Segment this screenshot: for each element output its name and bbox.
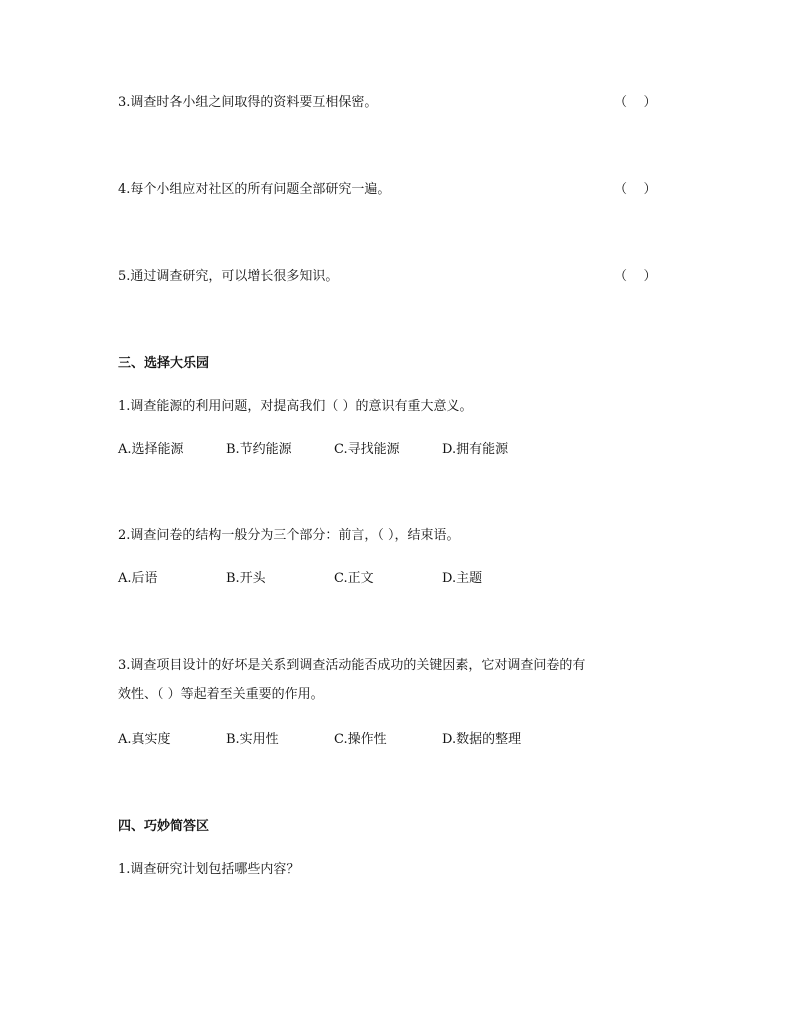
option-a: A.选择能源	[118, 442, 184, 457]
option-d: D.数据的整理	[442, 732, 522, 747]
choice-question-3-line-1: 3.调查项目设计的好坏是关系到调查活动能否成功的关键因素，它对调查问卷的有	[118, 658, 586, 673]
judgement-item-3: 3.调查时各小组之间取得的资料要互相保密。	[118, 95, 378, 110]
judgement-item-5: 5.通过调查研究，可以增长很多知识。	[118, 269, 339, 284]
option-d: D.主题	[442, 571, 483, 586]
option-b: B.实用性	[226, 732, 279, 747]
option-d: D.拥有能源	[442, 442, 509, 457]
option-a: A.真实度	[118, 732, 171, 747]
answer-parenthesis-3: （ ）	[614, 95, 657, 110]
section-heading-short-answer: 四、巧妙简答区	[118, 819, 210, 834]
judgement-item-4: 4.每个小组应对社区的所有问题全部研究一遍。	[118, 182, 391, 197]
option-b: B.节约能源	[226, 442, 292, 457]
option-b: B.开头	[226, 571, 266, 586]
answer-parenthesis-4: （ ）	[614, 182, 657, 197]
option-c: C.正文	[334, 571, 374, 586]
choice-question-1: 1.调查能源的利用问题，对提高我们（ ）的意识有重大意义。	[118, 399, 473, 414]
section-heading-choice: 三、选择大乐园	[118, 356, 210, 371]
answer-parenthesis-5: （ ）	[614, 269, 657, 284]
short-answer-question-1: 1.调查研究计划包括哪些内容？	[118, 862, 300, 877]
option-c: C.寻找能源	[334, 442, 400, 457]
choice-question-3-line-2: 效性、（ ）等起着至关重要的作用。	[118, 687, 324, 702]
option-c: C.操作性	[334, 732, 387, 747]
choice-question-2: 2.调查问卷的结构一般分为三个部分：前言，（ ），结束语。	[118, 528, 460, 543]
option-a: A.后语	[118, 571, 158, 586]
